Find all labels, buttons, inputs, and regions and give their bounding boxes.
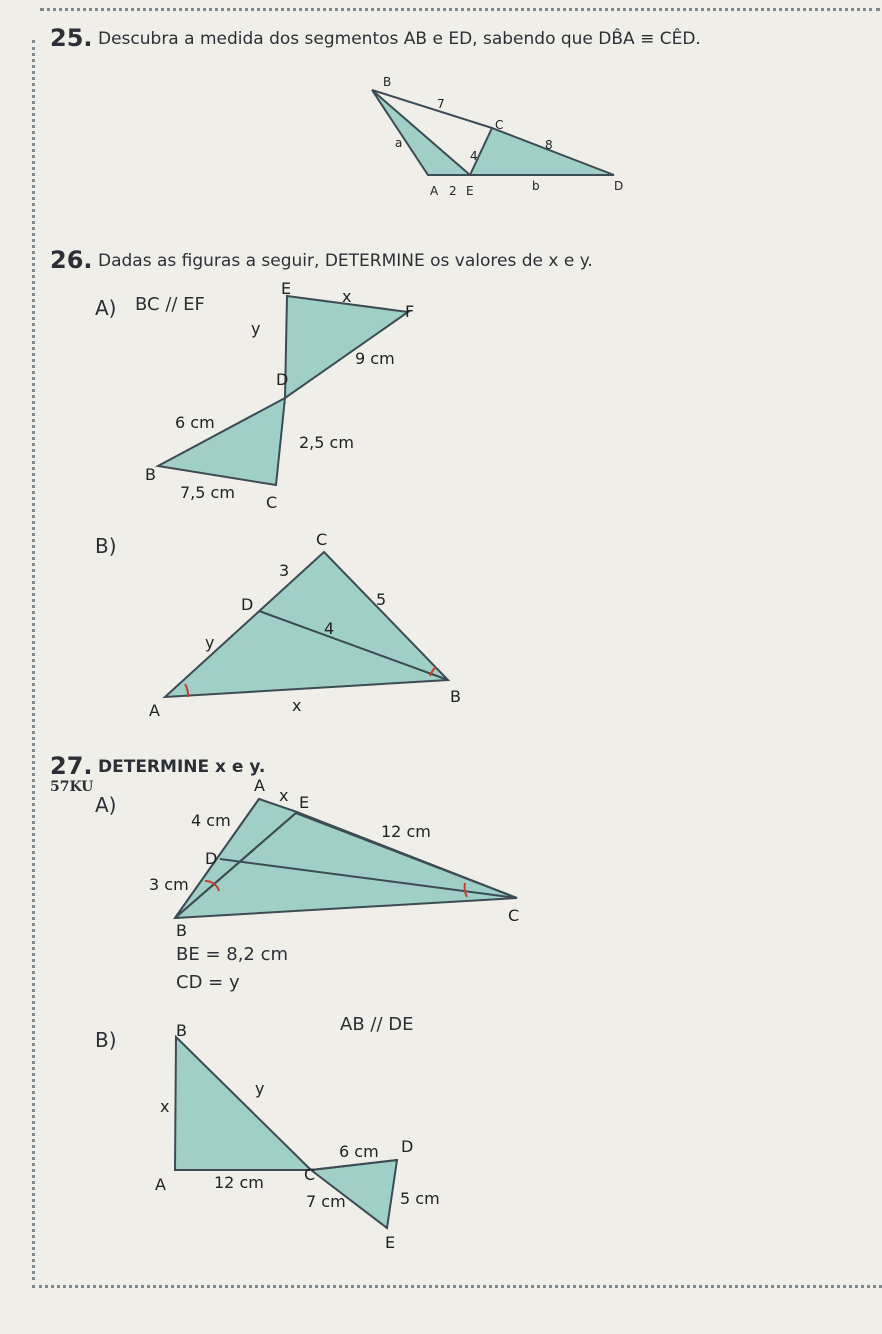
q27b-label-12cm: 12 cm bbox=[214, 1173, 264, 1192]
q27a-label-3cm: 3 cm bbox=[149, 875, 189, 894]
q27b-figure bbox=[155, 1021, 440, 1252]
q27-code: 57KU bbox=[50, 779, 94, 795]
q26-part-b-label: B) bbox=[95, 534, 117, 558]
q26b-label-y: y bbox=[205, 633, 215, 652]
q27b-label-E: E bbox=[385, 1233, 396, 1252]
q26b-label-4: 4 bbox=[324, 619, 335, 638]
q26a-label-D: D bbox=[276, 370, 289, 389]
q27b-label-B: B bbox=[176, 1021, 187, 1040]
q27b-label-6cm: 6 cm bbox=[339, 1142, 379, 1161]
q26a-label-y: y bbox=[251, 319, 261, 338]
q25-label-B: B bbox=[383, 75, 392, 89]
question-25-text: Descubra a medida dos segmentos AB e ED, sabendo que DB̂A ≡ CÊD. bbox=[98, 29, 701, 49]
q27a-label-C: C bbox=[508, 906, 520, 925]
q27-note-be: BE = 8,2 cm bbox=[176, 944, 289, 965]
q27b-label-D: D bbox=[401, 1137, 414, 1156]
q26a-label-F: F bbox=[405, 302, 415, 321]
q27b-label-5cm: 5 cm bbox=[400, 1189, 440, 1208]
q25-figure bbox=[372, 75, 623, 198]
q27b-label-7cm: 7 cm bbox=[306, 1192, 346, 1211]
q26a-label-x: x bbox=[342, 287, 352, 306]
q26b-label-D: D bbox=[241, 595, 254, 614]
q26a-label-B: B bbox=[145, 465, 156, 484]
q27-part-a-label: A) bbox=[95, 793, 117, 817]
q25-label-A: A bbox=[430, 184, 439, 198]
q26a-label-7-5cm: 7,5 cm bbox=[180, 483, 235, 502]
q26a-label-6cm: 6 cm bbox=[175, 413, 215, 432]
q25-label-b: b bbox=[532, 179, 540, 193]
q27-part-b-condition: AB // DE bbox=[340, 1014, 414, 1035]
question-26-text: Dadas as figuras a seguir, DETERMINE os valores de x e y. bbox=[98, 251, 593, 271]
q27a-label-A: A bbox=[254, 776, 265, 795]
q25-label-C: C bbox=[495, 118, 504, 132]
q26b-label-3: 3 bbox=[279, 561, 290, 580]
q25-label-8: 8 bbox=[545, 138, 553, 152]
q25-left-triangle bbox=[372, 90, 470, 175]
q25-label-D: D bbox=[614, 179, 624, 193]
q26b-label-C: C bbox=[316, 530, 328, 549]
q26a-label-E: E bbox=[281, 279, 292, 298]
q27a-figure bbox=[149, 776, 519, 940]
q25-label-a: a bbox=[395, 136, 403, 150]
q27b-label-C: C bbox=[304, 1165, 316, 1184]
q25-label-7: 7 bbox=[437, 97, 445, 111]
q27b-label-y: y bbox=[255, 1079, 265, 1098]
q26a-bottom-triangle bbox=[158, 398, 285, 485]
q25-right-triangle bbox=[470, 128, 614, 175]
q27b-label-A: A bbox=[155, 1175, 166, 1194]
q26-part-a-condition: BC // EF bbox=[135, 294, 205, 315]
q26b-figure bbox=[149, 530, 461, 720]
q25-label-E: E bbox=[466, 184, 474, 198]
q27a-label-D: D bbox=[205, 849, 218, 868]
q27-part-b-label: B) bbox=[95, 1028, 117, 1052]
question-26-number: 26. bbox=[50, 246, 93, 274]
q26b-label-5: 5 bbox=[376, 590, 387, 609]
q27-note-cd: CD = y bbox=[176, 972, 240, 993]
q26b-triangle bbox=[165, 552, 448, 697]
q27b-left-triangle bbox=[175, 1037, 311, 1170]
q26a-label-C: C bbox=[266, 493, 278, 512]
q27a-label-12cm: 12 cm bbox=[381, 822, 431, 841]
question-27-number: 27. bbox=[50, 752, 93, 780]
q25-label-2: 2 bbox=[449, 184, 457, 198]
q26b-label-x: x bbox=[292, 696, 302, 715]
q26a-label-2-5cm: 2,5 cm bbox=[299, 433, 354, 452]
q27a-label-E: E bbox=[299, 793, 310, 812]
q26-part-a-label: A) bbox=[95, 296, 117, 320]
q26a-top-triangle bbox=[285, 296, 408, 398]
q27a-label-x: x bbox=[279, 786, 289, 805]
q27a-label-4cm: 4 cm bbox=[191, 811, 231, 830]
q27a-label-B: B bbox=[176, 921, 187, 940]
q27b-label-x: x bbox=[160, 1097, 170, 1116]
question-27-text: DETERMINE x e y. bbox=[98, 757, 266, 777]
q26b-label-B: B bbox=[450, 687, 461, 706]
question-25-number: 25. bbox=[50, 24, 93, 52]
q26b-label-A: A bbox=[149, 701, 160, 720]
q26a-label-9cm: 9 cm bbox=[355, 349, 395, 368]
q25-label-4: 4 bbox=[470, 149, 478, 163]
